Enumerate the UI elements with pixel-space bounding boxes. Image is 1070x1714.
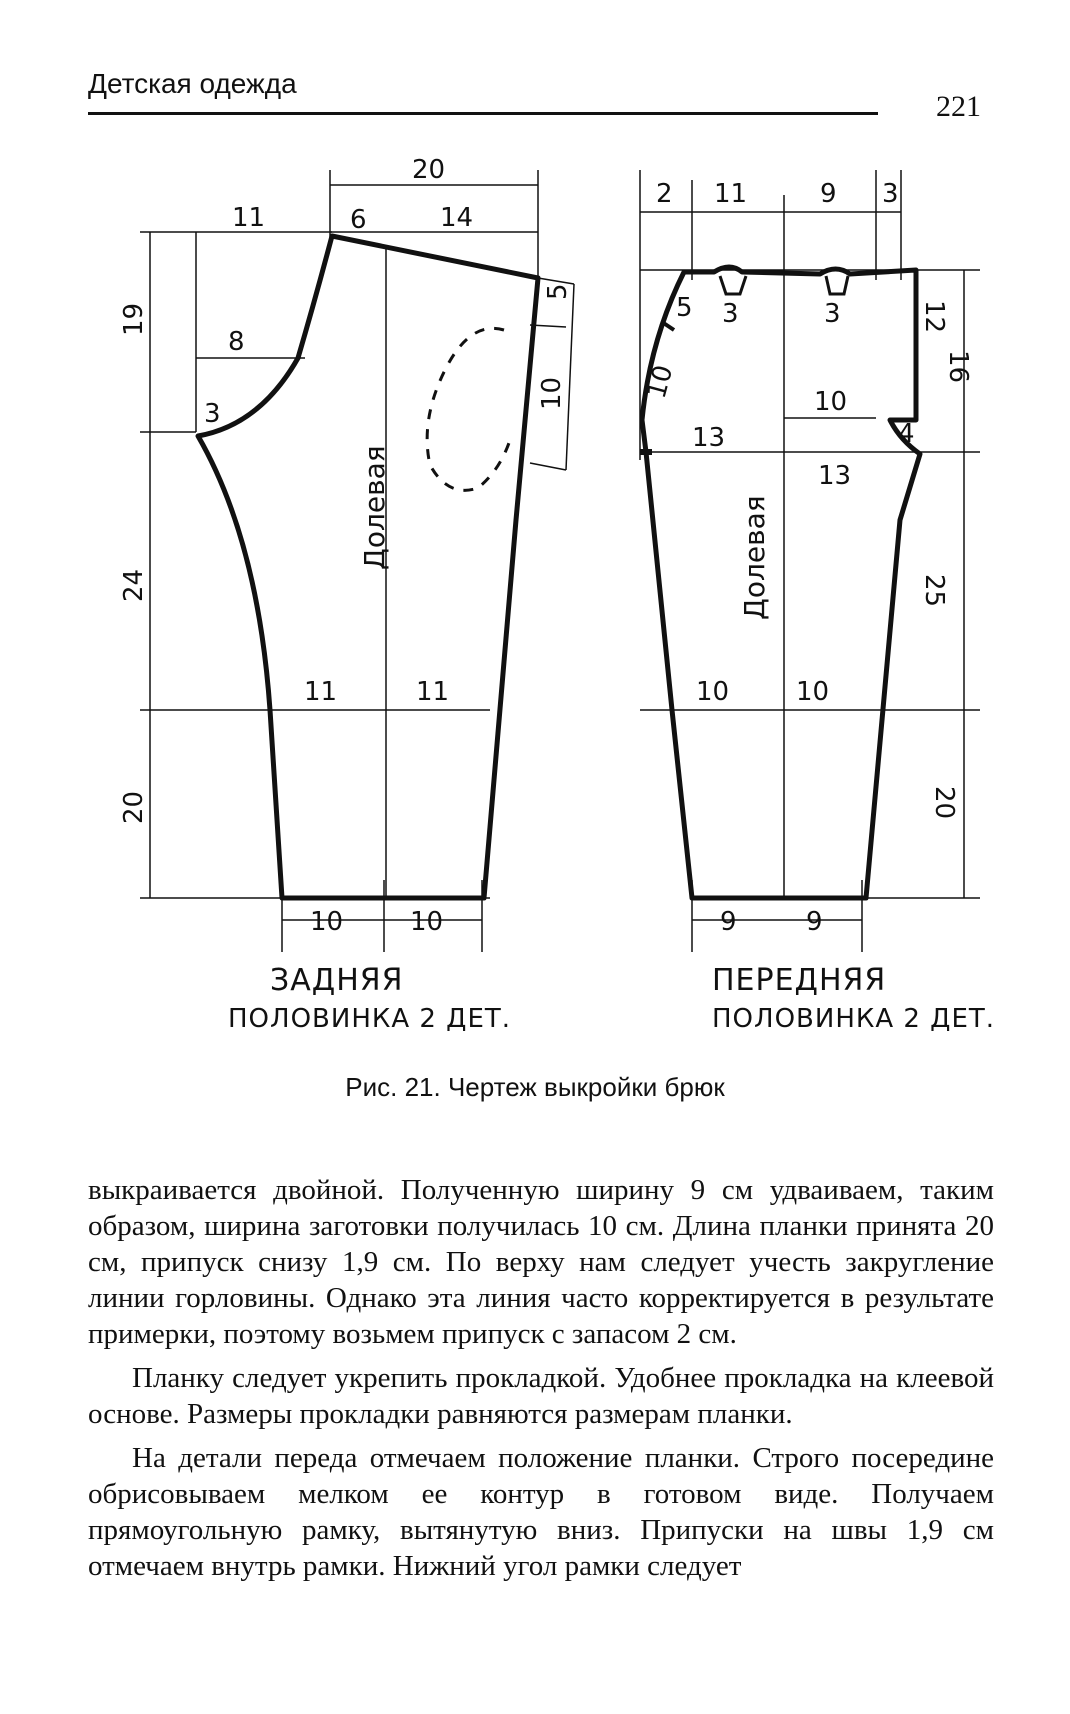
back-dim-hem-right: 10 [410,907,444,937]
front-dim-hip-13a: 13 [692,423,726,453]
front-dim-hem-left: 9 [720,907,737,937]
front-dim-pleat-3b: 3 [824,299,841,329]
back-dim-5: 5 [543,283,573,300]
front-dim-2: 2 [656,179,673,209]
figure-caption: Рис. 21. Чертеж выкройки брюк [345,1072,725,1102]
front-dim-knee-right: 10 [796,677,830,707]
running-head: Детская одежда [88,68,297,99]
back-dim-knee-left: 11 [304,677,338,707]
back-dim-top-width: 20 [412,155,446,185]
back-grain-label: Долевая [358,445,391,570]
back-dim-8: 8 [228,327,245,357]
front-dim-upper-leg: 25 [919,574,949,608]
front-label-line2: ПОЛОВИНКА 2 ДЕТ. [712,1004,996,1034]
front-dim-hip-13b: 13 [818,461,852,491]
back-dim-upper-leg: 24 [119,568,149,602]
front-dim-lower-leg: 20 [929,786,959,820]
back-half-pattern [140,170,574,952]
back-dim-14: 14 [440,203,474,233]
back-dim-hem-left: 10 [310,907,344,937]
front-dim-knee-left: 10 [696,677,730,707]
back-dim-left-offset: 11 [232,203,266,233]
page-number: 221 [936,90,981,123]
paragraph-1: выкраивается двойной. Полученную ширину 9 см удваиваем, таким образом, ширина заготовки получилась 10 см. Длина планки принята 20 см, припуск снизу 1,9 см. По верху нам следует учесть закругление линии горловины. Однако эта линия часто корректируется в результате примерки, поэтому возьмем припуск с запасом 2 см. [88,1174,994,1350]
front-dim-pleat-3a: 3 [722,299,739,329]
back-label-line2: ПОЛОВИНКА 2 ДЕТ. [228,1004,512,1034]
front-dim-fly-16: 16 [943,350,973,384]
back-dim-seat: 19 [119,302,149,336]
front-dim-side-4: 4 [898,419,915,449]
back-dim-6: 6 [350,205,367,235]
front-half-pattern [640,170,980,952]
front-dim-fly-5: 5 [676,293,693,323]
back-label-line1: ЗАДНЯЯ [270,963,404,998]
back-dim-lower-leg: 20 [119,790,149,824]
back-construction-lines [140,170,574,952]
front-dim-hem-right: 9 [806,907,823,937]
front-dim-11: 11 [714,179,748,209]
body-text [88,1172,994,1592]
paragraph-3: На детали переда отмечаем положение планки. Строго посередине обрисовываем мелком ее контур в готовом виде. Получаем прямоугольную рамку, вытянутую вниз. Припуски на швы 1,9 см отмечаем внутрь рамки. Нижний угол рамки следует [88,1442,994,1582]
front-outline [642,267,920,898]
back-pocket [427,328,510,490]
back-half-label [228,962,511,1038]
front-dim-9: 9 [820,179,837,209]
front-dim-3: 3 [882,179,899,209]
back-dim-pocket: 10 [537,376,567,410]
back-dim-knee-right: 11 [416,677,450,707]
front-dim-fly-12: 12 [919,300,949,334]
back-dim-3: 3 [204,399,221,429]
front-label-line1: ПЕРЕДНЯЯ [712,963,887,998]
paragraph-2: Планку следует укрепить прокладкой. Удобнее прокладка на клеевой основе. Размеры прокладки равняются размерам планки. [88,1362,994,1430]
front-dim-pocket-10: 10 [814,387,848,417]
front-construction-lines [640,170,980,952]
front-dim-crotch-10: 10 [641,362,680,402]
front-grain-label: Долевая [738,495,771,620]
pattern-drawing [0,150,1070,970]
front-half-label [712,962,995,1038]
header-rule [88,112,878,115]
